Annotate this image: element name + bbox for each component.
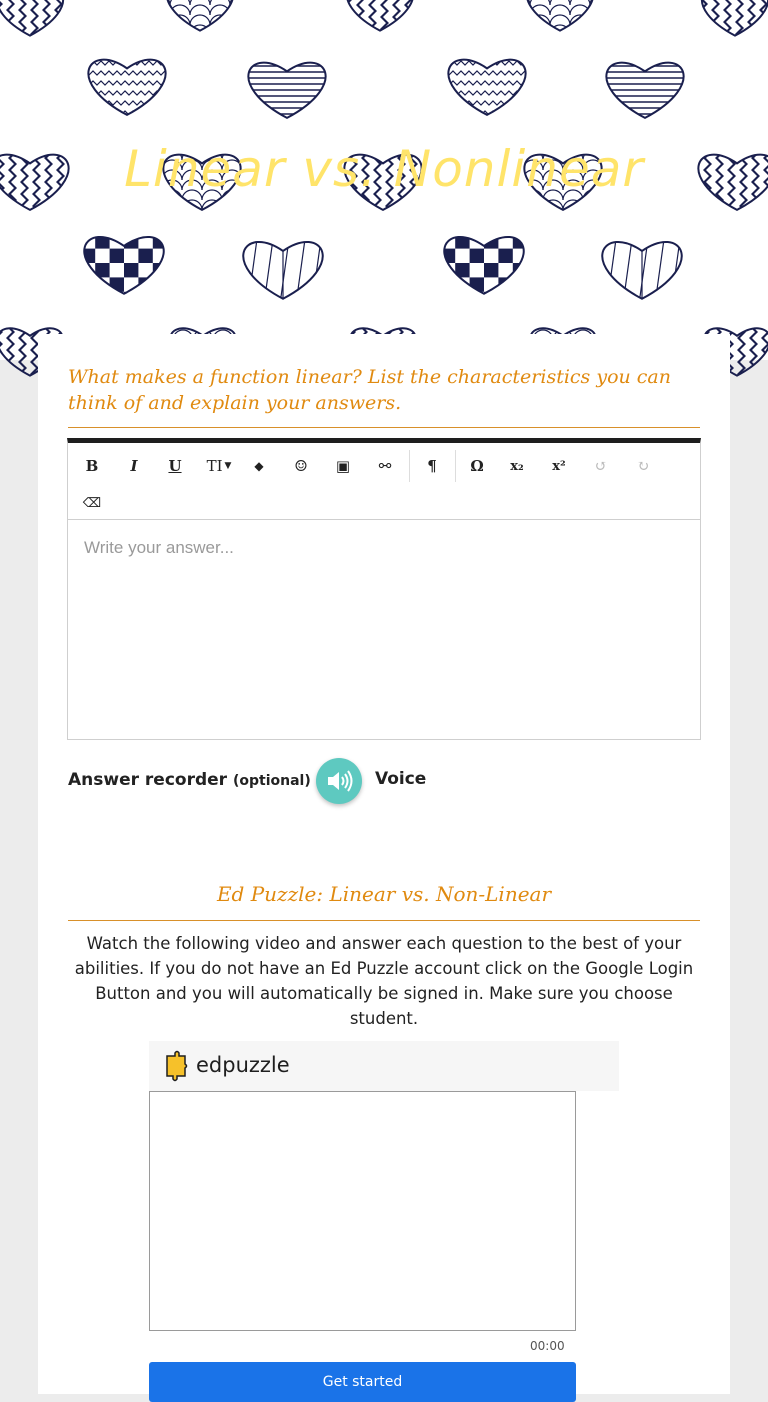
worksheet-card <box>38 334 730 1394</box>
edpuzzle-brand: edpuzzle <box>196 1053 290 1077</box>
bold-button[interactable]: B <box>85 457 99 475</box>
embed-header <box>149 1041 619 1091</box>
heart-outline <box>0 0 63 36</box>
eraser-icon[interactable]: ⌫ <box>82 495 102 511</box>
superscript-icon[interactable]: x² <box>552 458 566 474</box>
heart-decoration <box>490 0 630 65</box>
recorder-label <box>68 770 324 790</box>
edpuzzle-embed <box>149 1041 619 1401</box>
recorder-title: Answer recorder <box>68 770 228 790</box>
speaker-icon <box>325 767 353 795</box>
divider <box>68 920 700 921</box>
heart-decoration <box>570 196 718 340</box>
ink-drop-icon[interactable]: ◆ <box>254 459 264 473</box>
heart-decoration <box>211 196 359 340</box>
toolbar-separator <box>455 450 456 482</box>
heart-decoration <box>575 18 715 156</box>
answer-recorder <box>68 758 700 808</box>
emoji-icon[interactable]: ☺ <box>294 457 308 475</box>
heart-decoration <box>52 191 196 349</box>
italic-button[interactable]: I <box>130 457 138 475</box>
heart-decoration <box>675 0 768 70</box>
font-size-button[interactable] <box>201 450 237 482</box>
answer-editor <box>67 438 701 740</box>
get-started-button[interactable]: Get started <box>149 1362 576 1402</box>
page-title: Linear vs. Nonlinear <box>124 140 644 198</box>
link-icon[interactable]: ⚯ <box>378 457 392 475</box>
video-timer: 00:00 <box>530 1339 565 1353</box>
heart-outline <box>448 60 525 115</box>
heart-outline <box>88 60 165 115</box>
heart-decoration <box>412 191 570 349</box>
answer-input-placeholder[interactable]: Write your answer... <box>84 538 234 557</box>
heart-decoration <box>217 18 357 156</box>
voice-record-button[interactable] <box>316 758 362 804</box>
heart-decoration <box>0 0 87 70</box>
recorder-optional: (optional) <box>232 773 311 789</box>
toolbar-separator <box>409 450 410 482</box>
header-banner <box>0 0 768 360</box>
omega-icon[interactable]: Ω <box>470 457 484 475</box>
question-prompt: What makes a function linear? List the characteristics you can think of and explain your answers. <box>68 366 671 414</box>
image-icon[interactable]: ▣ <box>335 457 351 475</box>
heart-decoration <box>130 0 270 65</box>
paragraph-icon[interactable]: ¶ <box>427 457 437 475</box>
caret-down-icon: ▼ <box>224 461 232 471</box>
underline-button[interactable]: U <box>168 457 182 475</box>
font-size-label: TI <box>206 457 223 475</box>
edpuzzle-logo-icon <box>163 1050 191 1082</box>
section-title: Ed Puzzle: Linear vs. Non-Linear <box>216 882 552 906</box>
voice-label: Voice <box>375 769 427 789</box>
heart-decoration <box>57 11 201 145</box>
divider <box>68 427 700 428</box>
heart-outline <box>702 0 768 36</box>
video-player[interactable] <box>149 1091 576 1331</box>
heart-decoration <box>320 0 437 65</box>
instructions-text: Watch the following video and answer each question to the best of your abilities. If you do not have an Ed Puzzle account click on the Google Login Button and you will automatically be signed in. Make sure you choose student. <box>74 934 694 1028</box>
redo-icon[interactable]: ↻ <box>636 457 650 475</box>
subscript-icon[interactable]: x₂ <box>510 458 524 474</box>
undo-icon[interactable]: ↺ <box>594 457 608 475</box>
editor-toolbar <box>68 443 700 520</box>
heart-decoration <box>417 11 561 145</box>
